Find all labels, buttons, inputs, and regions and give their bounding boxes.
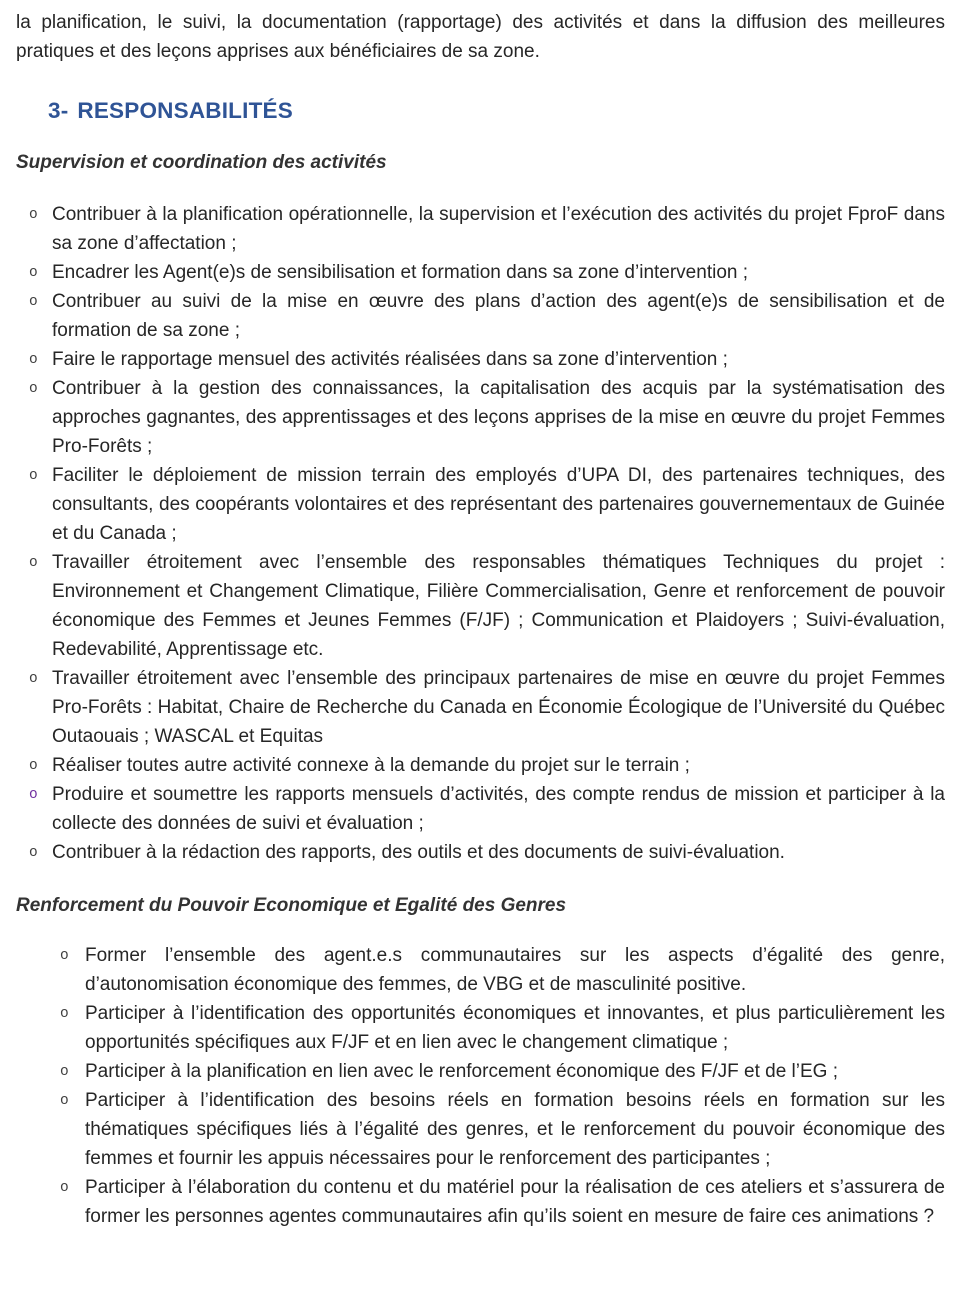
list-item-text: Contribuer au suivi de la mise en œuvre des plans d’action des agent(e)s de sensibilisation et de formation de sa zone ;: [52, 291, 945, 341]
list-item: [45, 1057, 945, 1086]
list-item: [45, 1173, 945, 1231]
list-item-text: Contribuer à la rédaction des rapports, des outils et des documents de suivi-évaluation.: [52, 842, 785, 863]
list-item-text: Encadrer les Agent(e)s de sensibilisation et formation dans sa zone d’intervention ;: [52, 262, 749, 283]
section-heading-title: RESPONSABILITÉS: [77, 98, 293, 123]
bullet-marker: o: [29, 294, 38, 310]
list-item-text: Participer à l’identification des besoins réels en formation besoins réels en formation sur les thématiques spécifiques liés à l’égalité des genres, et le renforcement du pouvoir économique des femmes et fournir les appuis nécessaires pour le renforcement des participantes ;: [85, 1090, 945, 1169]
bullet-marker: o: [60, 948, 69, 964]
bullet-marker: o: [29, 555, 38, 571]
list-item: [45, 1086, 945, 1173]
list-item-text: Faciliter le déploiement de mission terrain des employés d’UPA DI, des partenaires techniques, des consultants, des coopérants volontaires et des représentant des partenaires gouvernementaux de Guinée et du Canada ;: [52, 465, 945, 544]
list-item-text: Former l’ensemble des agent.e.s communautaires sur les aspects d’égalité des genre, d’autonomisation économique des femmes, de VBG et de masculinité positive.: [85, 945, 945, 995]
bullet-marker-purple: o: [29, 787, 38, 803]
list-item: [16, 751, 945, 780]
bullet-marker: o: [29, 468, 38, 484]
bullet-list-supervision: [16, 200, 945, 867]
subsection-title-renforcement: Renforcement du Pouvoir Economique et Egalité des Genres: [16, 895, 567, 916]
bullet-marker: o: [60, 1006, 69, 1022]
list-item-text: Travailler étroitement avec l’ensemble des responsables thématiques Techniques du projet : Environnement et Changement Climatique, Filière Commercialisation, Genre et renforcement de pouvoir économique des Femmes et Jeunes Femmes (F/JF) ; Communication et Plaidoyers ; Suivi-évaluation, Redevabilité, Apprentissage etc.: [52, 552, 945, 660]
list-item: [16, 200, 945, 258]
list-item: [16, 664, 945, 751]
bullet-marker: o: [60, 1064, 69, 1080]
bullet-marker: o: [29, 758, 38, 774]
bullet-marker: o: [29, 265, 38, 281]
list-item: [16, 461, 945, 548]
list-item: [16, 258, 945, 287]
bullet-marker: o: [29, 671, 38, 687]
list-item-text: Contribuer à la gestion des connaissances, la capitalisation des acquis par la systématisation des approches gagnantes, des apprentissages et des leçons apprises de la mise en œuvre du projet Femmes Pro-Forêts ;: [52, 378, 945, 457]
list-item: [45, 999, 945, 1057]
section-heading: [48, 98, 945, 124]
list-item-purple-bullet: [16, 780, 945, 838]
list-item: [16, 287, 945, 345]
intro-paragraph: la planification, le suivi, la documentation (rapportage) des activités et dans la diffusion des meilleures pratiques et des leçons apprises aux bénéficiaires de sa zone.: [16, 12, 945, 62]
bullet-marker: o: [29, 207, 38, 223]
list-item-text: Participer à l’élaboration du contenu et du matériel pour la réalisation de ces ateliers et s’assurera de former les personnes agentes communautaires afin qu’ils soient en mesure de faire ces animations ?: [85, 1177, 945, 1227]
list-item: [16, 548, 945, 664]
bullet-marker: o: [60, 1093, 69, 1109]
list-item-text: Réaliser toutes autre activité connexe à la demande du projet sur le terrain ;: [52, 755, 690, 776]
bullet-marker: o: [60, 1180, 69, 1196]
bullet-marker: o: [29, 845, 38, 861]
list-item: [16, 374, 945, 461]
list-item-text: Contribuer à la planification opérationnelle, la supervision et l’exécution des activités du projet FproF dans sa zone d’affectation ;: [52, 204, 945, 254]
section-heading-number: 3-: [48, 98, 69, 123]
list-item-text: Participer à la planification en lien avec le renforcement économique des F/JF et de l’EG ;: [85, 1061, 838, 1082]
bullet-marker: o: [29, 352, 38, 368]
bullet-list-renforcement: [45, 941, 945, 1231]
list-item-text: Participer à l’identification des opportunités économiques et innovantes, et plus particulièrement les opportunités spécifiques aux F/JF et en lien avec le changement climatique ;: [85, 1003, 945, 1053]
subsection-title-supervision: Supervision et coordination des activités: [16, 152, 387, 173]
list-item-text: Faire le rapportage mensuel des activités réalisées dans sa zone d’intervention ;: [52, 349, 728, 370]
list-item: [45, 941, 945, 999]
list-item: [16, 345, 945, 374]
bullet-marker: o: [29, 381, 38, 397]
list-item-text: Produire et soumettre les rapports mensuels d’activités, des compte rendus de mission et participer à la collecte des données de suivi et évaluation ;: [52, 784, 945, 834]
list-item-text: Travailler étroitement avec l’ensemble des principaux partenaires de mise en œuvre du projet Femmes Pro-Forêts : Habitat, Chaire de Recherche du Canada en Économie Écologique de l’Université du Québec Outaouais ; WASCAL et Equitas: [52, 668, 945, 747]
list-item: [16, 838, 945, 867]
